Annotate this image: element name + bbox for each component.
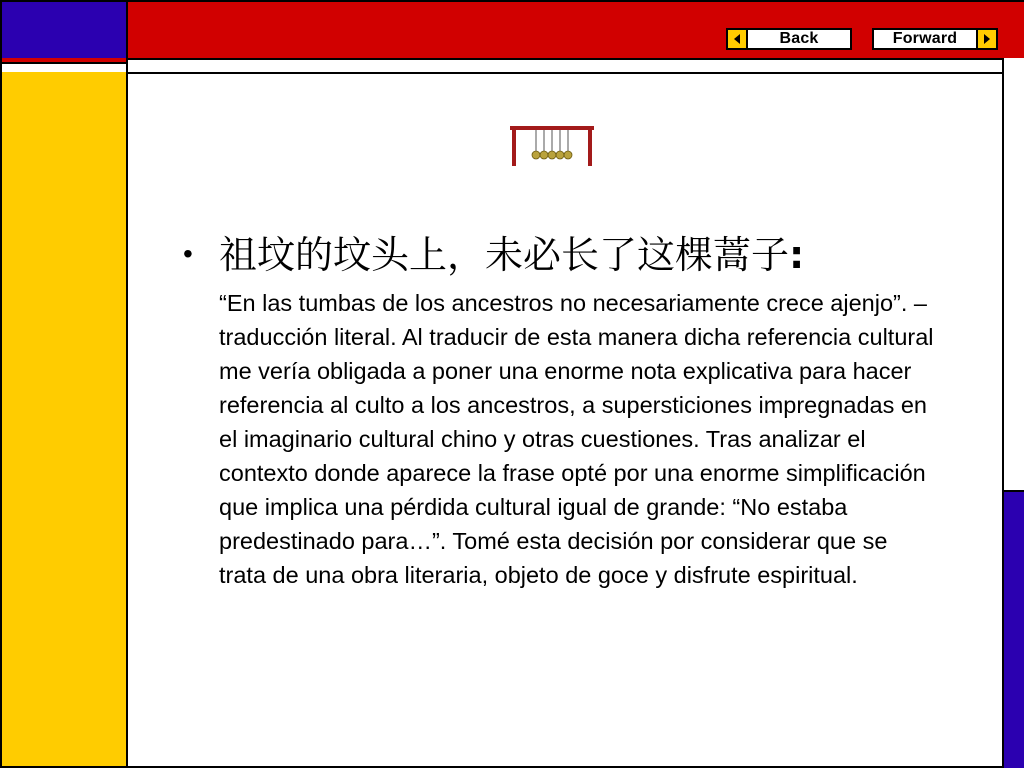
left-red-bar [2, 58, 126, 64]
explanation-paragraph: “En las tumbas de los ancestros no necesariamente crece ajenjo”. – traducción literal. Al traducir de esta manera dicha referencia cultural me vería obligada a poner una enorme nota explicativa para hacer referencia al culto a los ancestros, a supersticiones impregnadas en el imaginario cultural chino y otras cuestiones. Tras analizar el contexto donde aparece la frase opté por una enorme simplificación que implica una pérdida cultural igual de grande: “No estaba predestinado para…”. Tomé esta decisión por considerar que se trata de una obra literaria, objeto de goce y disfrute espiritual. [219, 290, 934, 588]
back-arrow-icon [728, 30, 748, 48]
forward-arrow-icon [976, 30, 996, 48]
right-strip [1002, 58, 1024, 490]
newtons-cradle-icon [510, 126, 594, 166]
forward-button-label: Forward [892, 30, 958, 47]
chinese-phrase: 祖坟的坟头上，未必长了这棵蒿子 [219, 233, 790, 277]
back-button-label: Back [779, 30, 819, 47]
content-top-line [126, 72, 1004, 74]
bullet-marker: • [183, 238, 193, 269]
chinese-heading [219, 232, 804, 278]
back-button[interactable] [726, 28, 852, 50]
right-color-block [1002, 490, 1024, 768]
forward-button[interactable] [872, 28, 998, 50]
top-left-color-block [0, 0, 128, 60]
heading-colon: : [789, 233, 805, 277]
left-sidebar [0, 72, 128, 768]
